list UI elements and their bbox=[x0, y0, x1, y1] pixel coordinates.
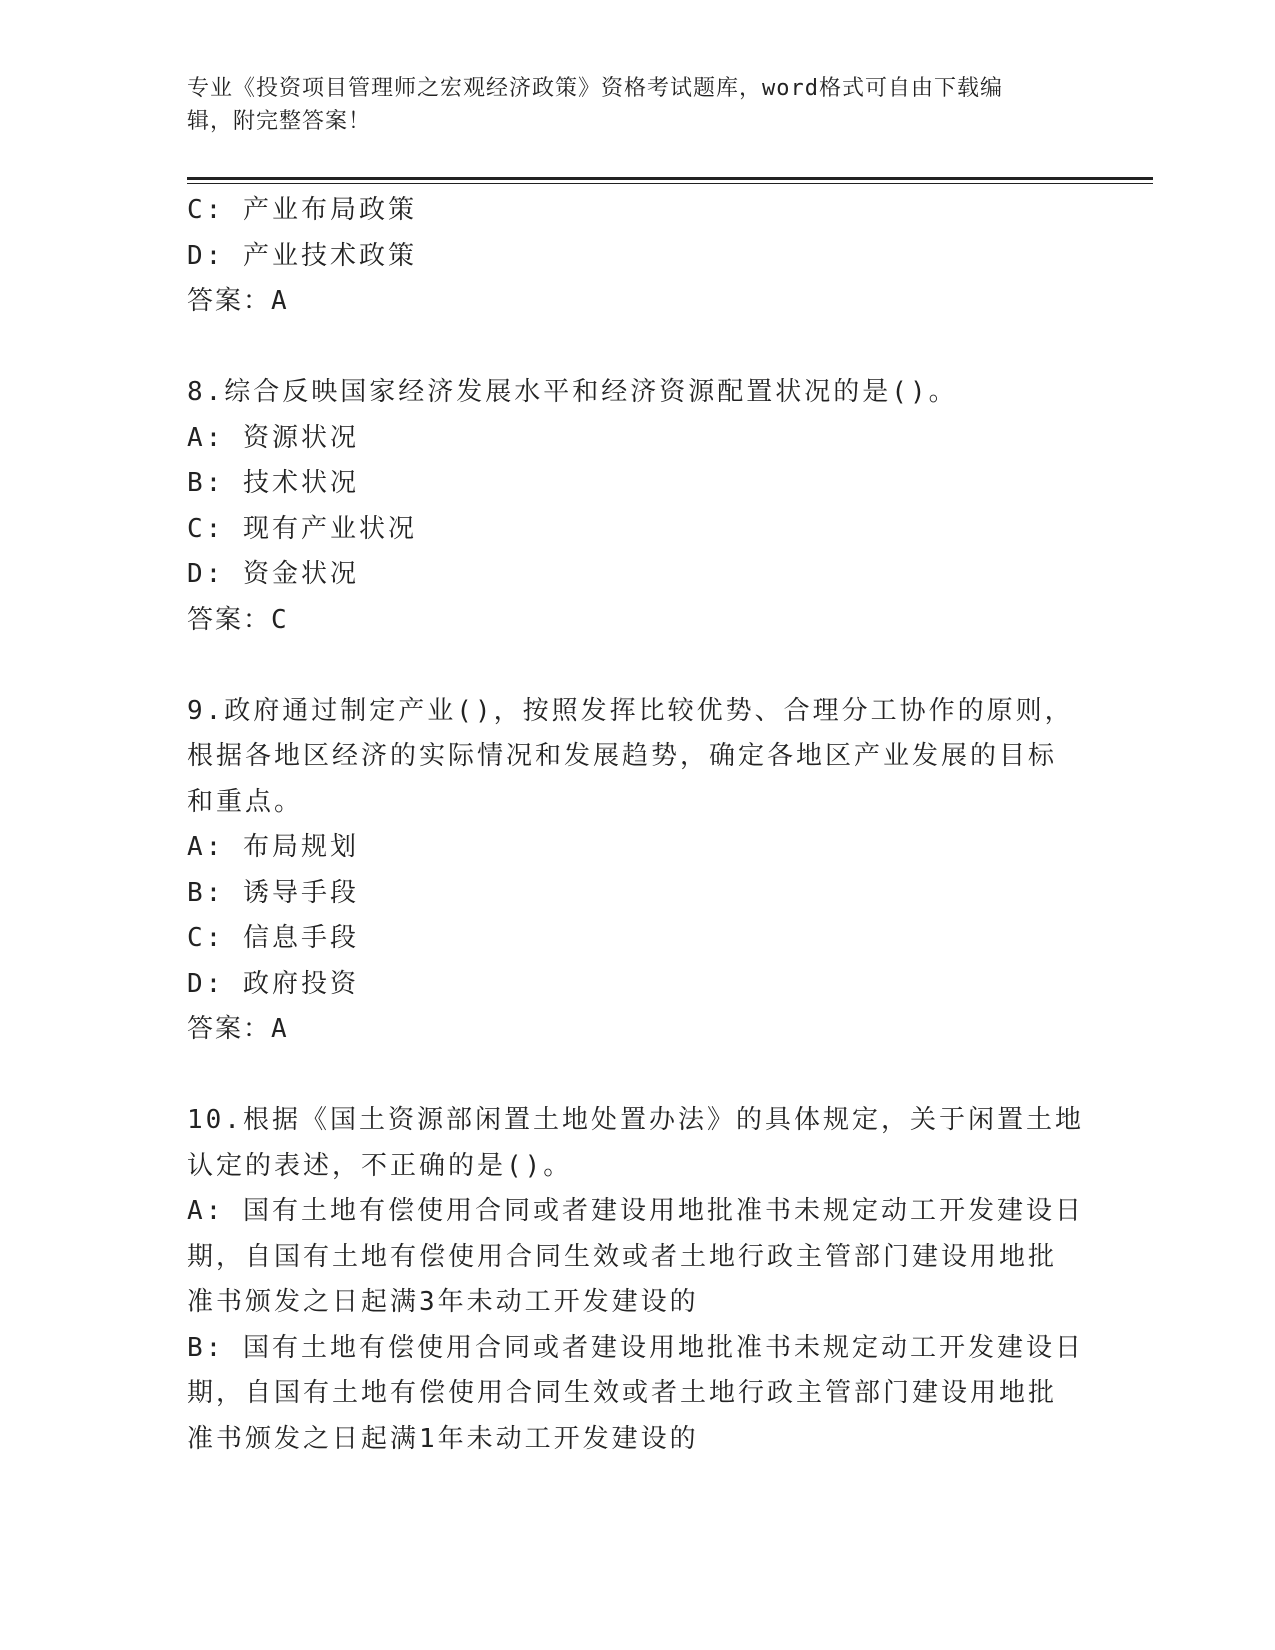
option-c: C: 信息手段 bbox=[187, 923, 359, 953]
option-b: B: 诱导手段 bbox=[187, 877, 359, 908]
header-line-2: 辑，附完整答案！ bbox=[187, 109, 372, 134]
header-rule-thick bbox=[187, 177, 1153, 180]
question-7-continued bbox=[187, 188, 1087, 325]
question-text-line-1: 10.根据《国土资源部闲置土地处置办法》的具体规定，关于闲置土地 bbox=[187, 1105, 1084, 1135]
question-8 bbox=[187, 370, 1087, 643]
question-10 bbox=[187, 1098, 1087, 1462]
option-a: A: 布局规划 bbox=[187, 832, 359, 862]
answer-label: 答案： bbox=[187, 604, 272, 635]
option-a: A: 资源状况 bbox=[187, 422, 359, 453]
answer-value: A bbox=[271, 286, 289, 316]
answer-label: 答案： bbox=[187, 286, 272, 316]
option-c: C: 现有产业状况 bbox=[187, 513, 417, 544]
option-d: D: 资金状况 bbox=[187, 559, 359, 589]
question-spacer bbox=[187, 1053, 1087, 1099]
page-header bbox=[187, 72, 1067, 138]
option-b: B: 技术状况 bbox=[187, 468, 359, 498]
option-a-line-3: 准书颁发之日起满3年未动工开发建设的 bbox=[187, 1287, 699, 1317]
answer-value: C bbox=[271, 604, 289, 635]
answer-line bbox=[187, 1007, 1087, 1053]
option-b-line-1: B: 国有土地有偿使用合同或者建设用地批准书未规定动工开发建设日 bbox=[187, 1332, 1084, 1363]
header-line-1: 专业《投资项目管理师之宏观经济政策》资格考试题库，word格式可自由下载编 bbox=[187, 76, 1003, 101]
option-b-line-3: 准书颁发之日起满1年未动工开发建设的 bbox=[187, 1423, 699, 1454]
option-b-line-2: 期，自国有土地有偿使用合同生效或者土地行政主管部门建设用地批 bbox=[187, 1378, 1058, 1408]
question-text: 8.综合反映国家经济发展水平和经济资源配置状况的是()。 bbox=[187, 377, 958, 407]
option-a-line-1: A: 国有土地有偿使用合同或者建设用地批准书未规定动工开发建设日 bbox=[187, 1196, 1084, 1226]
answer-label: 答案： bbox=[187, 1014, 272, 1044]
option-d: D: 政府投资 bbox=[187, 968, 359, 999]
question-9 bbox=[187, 689, 1087, 1053]
question-spacer bbox=[187, 643, 1087, 689]
answer-line bbox=[187, 279, 1087, 325]
question-spacer bbox=[187, 325, 1087, 371]
question-content bbox=[187, 188, 1087, 1462]
question-text-line-1: 9.政府通过制定产业()，按照发挥比较优势、合理分工协作的原则， bbox=[187, 695, 1074, 726]
question-text-line-3: 和重点。 bbox=[187, 786, 304, 817]
option-d: D: 产业技术政策 bbox=[187, 240, 417, 271]
question-text-line-2: 根据各地区经济的实际情况和发展趋势，确定各地区产业发展的目标 bbox=[187, 741, 1058, 771]
answer-line bbox=[187, 598, 1087, 644]
option-a-line-2: 期，自国有土地有偿使用合同生效或者土地行政主管部门建设用地批 bbox=[187, 1241, 1058, 1272]
header-rule-thin bbox=[187, 183, 1153, 184]
option-c: C: 产业布局政策 bbox=[187, 195, 417, 225]
answer-value: A bbox=[271, 1014, 289, 1044]
question-text-line-2: 认定的表述，不正确的是()。 bbox=[187, 1150, 573, 1181]
